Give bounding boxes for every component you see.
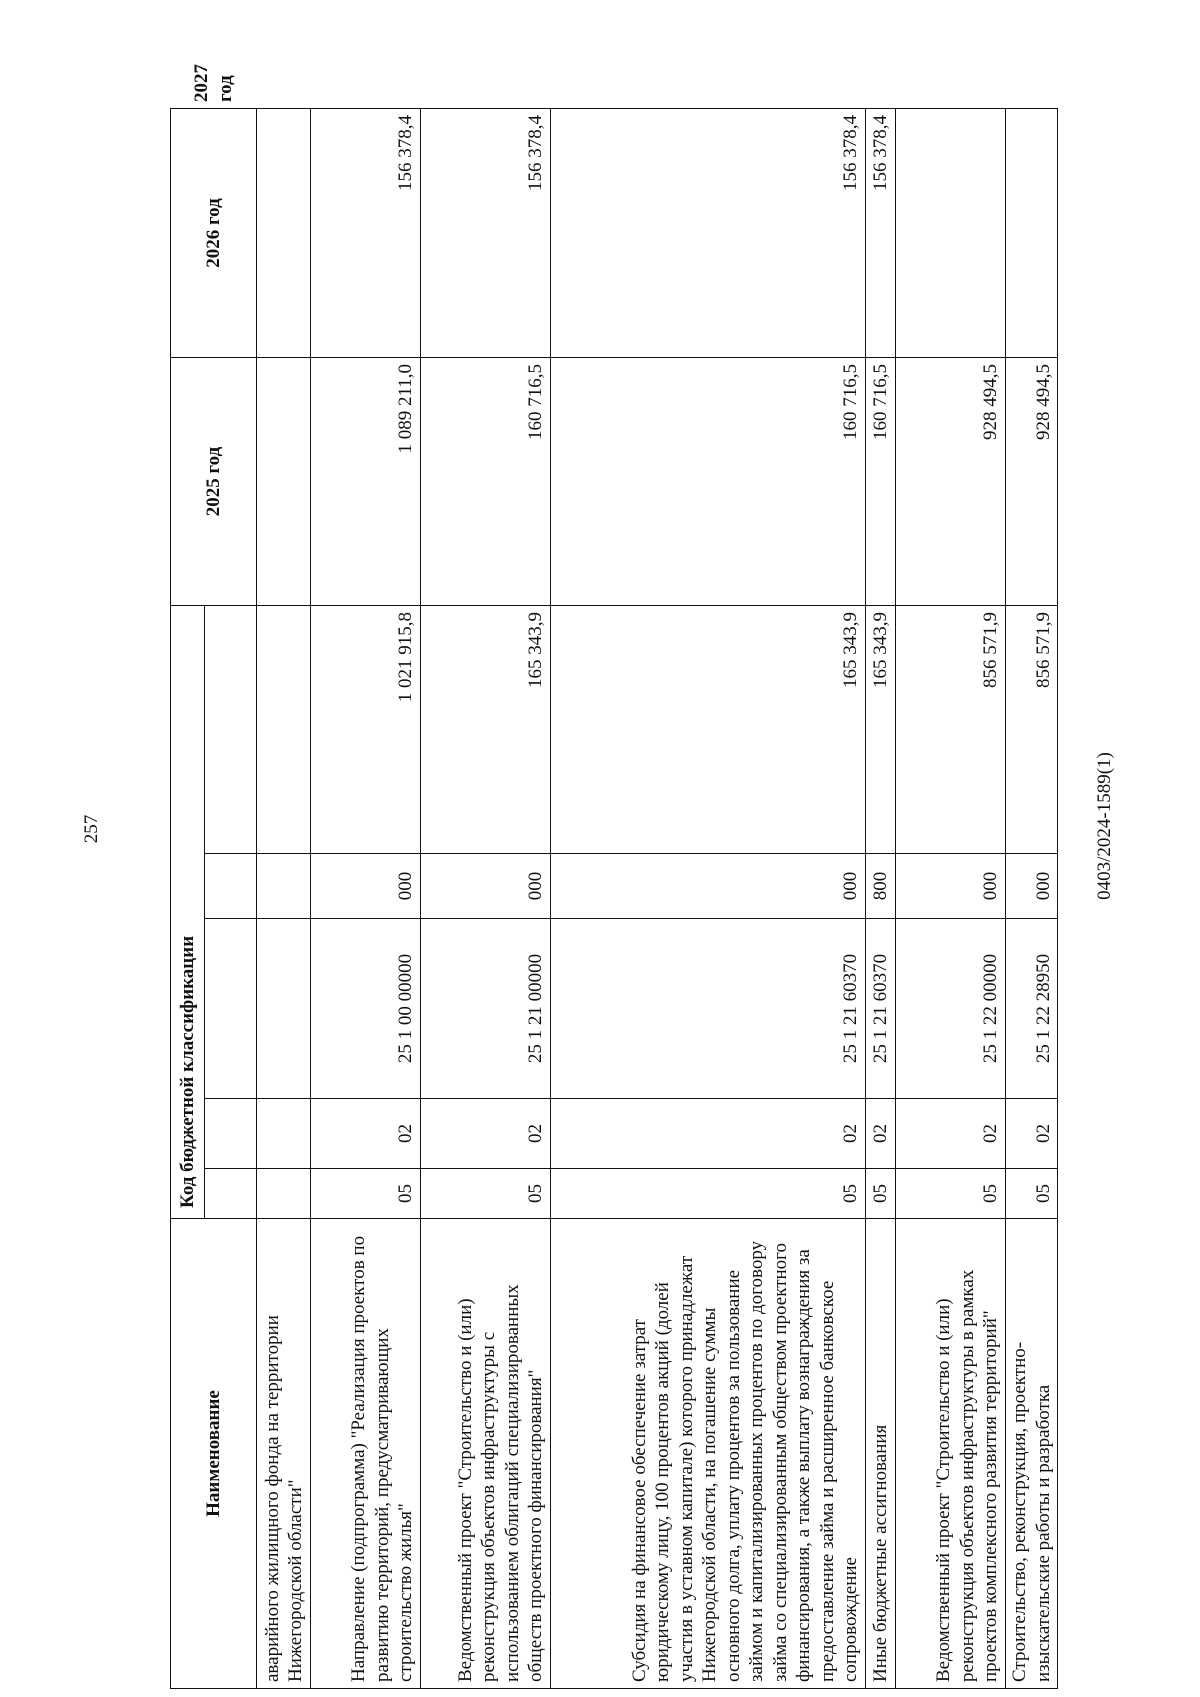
header-code-subcol (205, 605, 257, 853)
row-value-2026: 160 716,5 (551, 357, 866, 605)
row-value-2027: 156 378,4 (551, 108, 866, 357)
document-id: 0403/2024-1589(1) (1094, 752, 1115, 900)
row-subsection: 02 (866, 1099, 896, 1169)
table-row (257, 108, 311, 1688)
header-code: Код бюджетной классификации (171, 605, 205, 1218)
row-expense-kind: 000 (551, 854, 866, 919)
row-expense-kind: 000 (1006, 854, 1058, 919)
header-2025: 2025 год (171, 357, 257, 605)
row-value-2025: 856 571,9 (896, 605, 1006, 853)
row-section (257, 1169, 311, 1219)
row-subsection: 02 (421, 1099, 551, 1169)
row-section: 05 (311, 1169, 421, 1219)
row-name: Строительство, реконструкция, проектно-изыскательские работы и разработка (1006, 1219, 1058, 1689)
budget-table-container (170, 63, 1054, 1689)
header-code-subcol (205, 1169, 257, 1219)
row-target-code: 25 1 00 00000 (311, 919, 421, 1099)
table-row (1006, 108, 1058, 1688)
row-subsection: 02 (311, 1099, 421, 1169)
table-row (311, 108, 421, 1688)
row-name: аварийного жилищного фонда на территории Нижегородской области" (257, 1219, 311, 1689)
row-expense-kind: 000 (896, 854, 1006, 919)
row-subsection: 02 (1006, 1099, 1058, 1169)
row-expense-kind: 000 (311, 854, 421, 919)
row-target-code (257, 919, 311, 1099)
header-code-subcol (205, 854, 257, 919)
row-target-code: 25 1 21 60370 (866, 919, 896, 1099)
row-value-2027: 156 378,4 (421, 108, 551, 357)
row-target-code: 25 1 22 28950 (1006, 919, 1058, 1099)
row-section: 05 (551, 1169, 866, 1219)
row-subsection (257, 1099, 311, 1169)
row-value-2027: 156 378,4 (866, 108, 896, 357)
row-value-2027 (896, 108, 1006, 357)
row-subsection: 02 (896, 1099, 1006, 1169)
row-section: 05 (421, 1169, 551, 1219)
row-value-2026: 928 494,5 (1006, 357, 1058, 605)
row-value-2027 (257, 108, 311, 357)
row-value-2026: 160 716,5 (421, 357, 551, 605)
header-2026: 2026 год (171, 108, 257, 357)
row-expense-kind: 800 (866, 854, 896, 919)
row-value-2026 (257, 357, 311, 605)
row-section: 05 (896, 1169, 1006, 1219)
row-expense-kind (257, 854, 311, 919)
row-value-2025: 165 343,9 (421, 605, 551, 853)
table-row (866, 108, 896, 1688)
header-code-subcol (205, 1099, 257, 1169)
header-code-subcol (205, 919, 257, 1099)
row-name: Ведомственный проект "Строительство и (или) реконструкция объектов инфраструктуры в рамках проектов комплексного развития территорий" (896, 1219, 1006, 1689)
row-value-2026: 160 716,5 (866, 357, 896, 605)
row-target-code: 25 1 21 60370 (551, 919, 866, 1099)
row-value-2025: 165 343,9 (866, 605, 896, 853)
table-row (896, 108, 1006, 1688)
row-value-2026: 1 089 211,0 (311, 357, 421, 605)
row-value-2027 (1006, 108, 1058, 357)
table-row (421, 108, 551, 1688)
row-target-code: 25 1 22 00000 (896, 919, 1006, 1099)
row-value-2027: 156 378,4 (311, 108, 421, 357)
row-value-2025: 1 021 915,8 (311, 605, 421, 853)
row-section: 05 (1006, 1169, 1058, 1219)
header-name: Наименование (171, 1219, 257, 1689)
row-name: Ведомственный проект "Строительство и (или) реконструкция объектов инфраструктуры с использованием облигаций специализированных обществ проектного финансирования" (421, 1219, 551, 1689)
row-value-2025: 165 343,9 (551, 605, 866, 853)
row-subsection: 02 (551, 1099, 866, 1169)
budget-table: Наименование Код бюджетной классификации 2025 год 2026 год 2027 год аварийного жилищного фонда на территории Нижегородской области" Направление (подпрограмма) "Реализация проектов по развитию территорий, предусматривающих строительство жилья" 05 02 25 1 00 00000 000 1 021 915,8 1 089 211,0 156 378,4 Ведомственный проект "Строительство и (или) реконструкция объектов инфраструктуры с использованием облигаций специализированных обществ проектного финансирования" 05 02 25 1 21 00000 000 165 343,9 160 716,5 156 378,4 Субсидия на финансовое обеспечение затрат юридическому лицу, 100 процентов акций (долей участия в уставном капитале) которого принадлежат Нижегородской области, на погашение суммы основного долга, уплату процентов за пользование займом и капитализированных процентов по договору займа со специализированным обществом проектного финансирования, а также выплату вознаграждения за предоставление займа и расширенное банковское сопровождение 05 02 25 1 21 60370 000 165 343,9 160 716,5 156 378,4 Иные бюджетные ассигнования 05 02 25 1 21 60370 800 165 343,9 160 716,5 156 378,4 Ведомственный проект "Строительство и (или) реконструкция объектов инфраструктуры в рамках проектов комплексного развития территорий" 05 02 25 1 22 00000 000 856 571,9 928 494,5 Строительство, реконструкция, проектно-изыскательские работы и разработка 05 02 25 1 22 28950 000 856 571,9 928 494,5 (170, 108, 1058, 1689)
row-target-code: 25 1 21 00000 (421, 919, 551, 1099)
row-value-2026: 928 494,5 (896, 357, 1006, 605)
row-value-2025: 856 571,9 (1006, 605, 1058, 853)
row-section: 05 (866, 1169, 896, 1219)
table-row (551, 108, 866, 1688)
row-expense-kind: 000 (421, 854, 551, 919)
row-name: Направление (подпрограмма) "Реализация проектов по развитию территорий, предусматривающих строительство жилья" (311, 1219, 421, 1689)
row-name: Субсидия на финансовое обеспечение затрат юридическому лицу, 100 процентов акций (долей участия в уставном капитале) которого принадлежат Нижегородской области, на погашение суммы основного долга, уплату процентов за пользование займом и капитализированных процентов по договору займа со специализированным обществом проектного финансирования, а также выплату вознаграждения за предоставление займа и расширенное банковское сопровождение (551, 1219, 866, 1689)
row-value-2025 (257, 605, 311, 853)
page-number: 257 (81, 814, 102, 844)
row-name: Иные бюджетные ассигнования (866, 1219, 896, 1689)
